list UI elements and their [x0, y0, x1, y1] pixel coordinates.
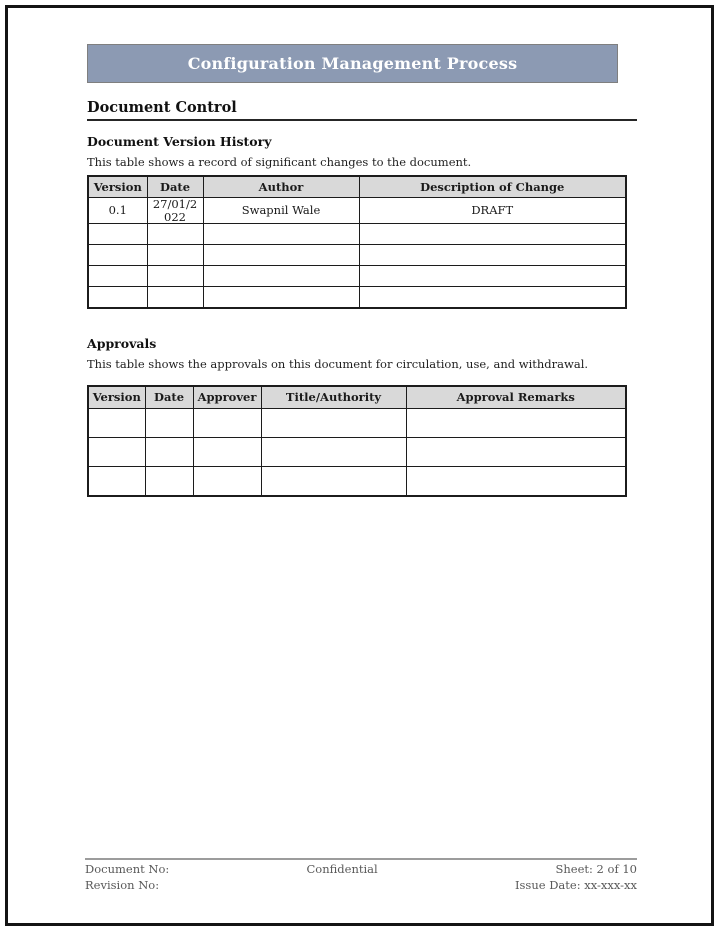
- table-row: [88, 224, 626, 245]
- table-cell: [88, 266, 147, 287]
- table-cell: [147, 287, 203, 309]
- table-cell: [406, 409, 626, 438]
- table-cell: [145, 438, 193, 467]
- table-cell: Swapnil Wale: [203, 198, 359, 224]
- header-cell: Description of Change: [359, 176, 626, 198]
- table-cell: [203, 245, 359, 266]
- table-cell: [193, 409, 261, 438]
- table-row: [88, 198, 626, 224]
- confidential-label: Confidential: [306, 862, 378, 876]
- table-header-row: [88, 176, 626, 198]
- header-cell: Date: [147, 176, 203, 198]
- table-cell: 0.1: [88, 198, 147, 224]
- header-cell: Author: [203, 176, 359, 198]
- header-cell: Approval Remarks: [406, 386, 626, 409]
- table-cell: [88, 438, 145, 467]
- page-footer: [85, 858, 637, 893]
- revision-no-label: Revision No:: [85, 877, 160, 892]
- table-cell: [88, 224, 147, 245]
- version-history-table: [87, 175, 627, 309]
- table-row: [88, 245, 626, 266]
- table-cell: [88, 245, 147, 266]
- section-heading-document-control: Document Control: [87, 99, 637, 121]
- table-cell: [359, 224, 626, 245]
- version-history-description: This table shows a record of significant changes to the document.: [87, 155, 472, 169]
- header-cell: Approver: [193, 386, 261, 409]
- table-cell: [147, 224, 203, 245]
- table-cell: [359, 287, 626, 309]
- issue-date-label: Issue Date: xx-xxx-xx: [514, 877, 637, 892]
- table-header-row: [88, 386, 626, 409]
- table-cell: [147, 266, 203, 287]
- header-cell: Version: [88, 176, 147, 198]
- header-cell: Title/Authority: [261, 386, 406, 409]
- table-cell: [88, 467, 145, 497]
- table-cell: [359, 245, 626, 266]
- table-cell: [406, 467, 626, 497]
- footer-right: [515, 862, 637, 893]
- table-cell: [88, 287, 147, 309]
- table-cell: [359, 266, 626, 287]
- table-row: [88, 266, 626, 287]
- table-cell: DRAFT: [359, 198, 626, 224]
- table-cell: [261, 409, 406, 438]
- table-cell: [147, 245, 203, 266]
- title-banner: [87, 44, 618, 83]
- version-history-heading: Document Version History: [87, 134, 272, 149]
- approvals-table: [87, 385, 627, 497]
- page-content: [87, 44, 637, 497]
- table-row: [88, 467, 626, 497]
- table-cell: [203, 287, 359, 309]
- header-cell: Date: [145, 386, 193, 409]
- table-cell: 27/01/2022: [147, 198, 203, 224]
- sheet-label: Sheet: 2 of 10: [555, 862, 637, 876]
- document-title: Configuration Management Process: [187, 54, 518, 73]
- approvals-description: This table shows the approvals on this document for circulation, use, and withdrawal.: [87, 357, 589, 371]
- footer-center: [169, 862, 515, 893]
- table-cell: [261, 467, 406, 497]
- table-row: [88, 287, 626, 309]
- table-cell: [203, 266, 359, 287]
- table-cell: [406, 438, 626, 467]
- table-cell: [193, 438, 261, 467]
- table-cell: [203, 224, 359, 245]
- table-cell: [88, 409, 145, 438]
- approvals-section: [87, 336, 637, 497]
- table-cell: [145, 467, 193, 497]
- table-row: [88, 409, 626, 438]
- approvals-heading: Approvals: [87, 336, 157, 351]
- table-row: [88, 438, 626, 467]
- document-no-label: Document No:: [85, 862, 170, 876]
- footer-left: [85, 862, 169, 893]
- version-history-section: [87, 134, 637, 309]
- table-cell: [145, 409, 193, 438]
- header-cell: Version: [88, 386, 145, 409]
- table-cell: [261, 438, 406, 467]
- table-cell: [193, 467, 261, 497]
